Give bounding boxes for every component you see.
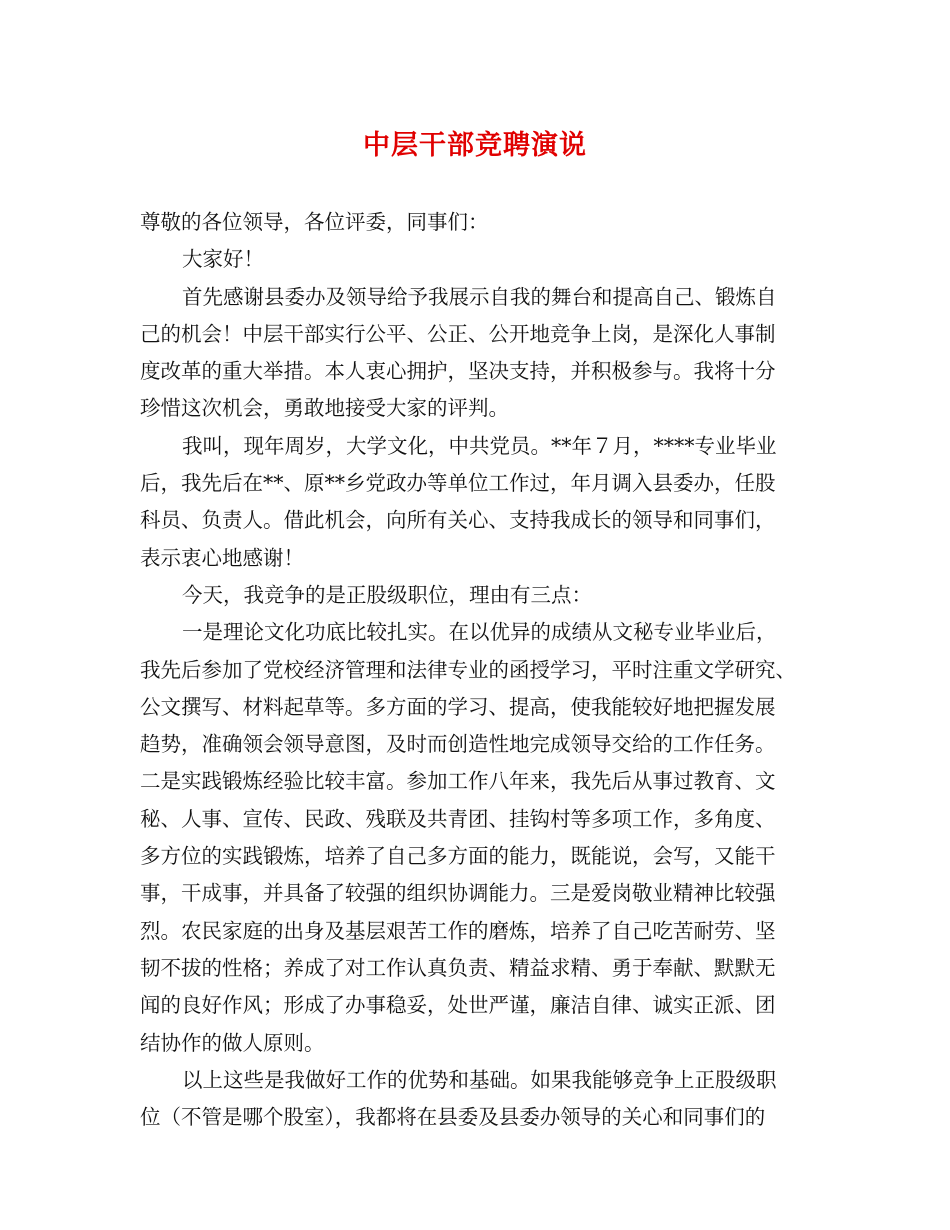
text-line: 闻的良好作风；形成了办事稳妥，处世严谨，廉洁自律、诚实正派、团 bbox=[140, 993, 776, 1018]
document-body bbox=[140, 204, 818, 1136]
paragraph-first-line: 一是理论文化功底比较扎实。在以优异的成绩从文秘专业毕业后， bbox=[182, 620, 777, 645]
text-line: 公文撰写、材料起草等。多方面的学习、提高，使我能较好地把握发展 bbox=[140, 694, 776, 719]
paragraph-first-line: 大家好！ bbox=[182, 247, 264, 272]
paragraph-first-line: 首先感谢县委办及领导给予我展示自我的舞台和提高自己、锻炼自 bbox=[182, 284, 777, 309]
text-line: 我先后参加了党校经济管理和法律专业的函授学习，平时注重文学研究、 bbox=[140, 657, 796, 682]
text-line: 表示衷心地感谢！ bbox=[140, 545, 304, 570]
text-line: 尊敬的各位领导，各位评委，同事们： bbox=[140, 210, 489, 234]
text-line: 位（不管是哪个股室），我都将在县委及县委办领导的关心和同事们的 bbox=[140, 1105, 766, 1130]
text-line: 烈。农民家庭的出身及基层艰苦工作的磨炼，培养了自己吃苦耐劳、坚 bbox=[140, 918, 776, 943]
text-line: 后，我先后在**、原**乡党政办等单位工作过，年月调入县委办，任股 bbox=[140, 471, 776, 496]
text-line: 事，干成事，并具备了较强的组织协调能力。三是爱岗敬业精神比较强 bbox=[140, 881, 776, 906]
text-line: 科员、负责人。借此机会，向所有关心、支持我成长的领导和同事们， bbox=[140, 508, 776, 533]
document-title: 中层干部竞聘演说 bbox=[363, 130, 587, 161]
text-line: 结协作的做人原则。 bbox=[140, 1030, 325, 1055]
paragraph-first-line: 我叫，现年周岁，大学文化，中共党员。**年７月，****专业毕业 bbox=[182, 433, 777, 458]
text-line: 度改革的重大举措。本人衷心拥护，坚决支持，并积极参与。我将十分 bbox=[140, 359, 776, 384]
text-line: 二是实践锻炼经验比较丰富。参加工作八年来，我先后从事过教育、文 bbox=[140, 769, 776, 794]
text-line: 多方位的实践锻炼，培养了自己多方面的能力，既能说，会写，又能干 bbox=[140, 844, 776, 869]
paragraph-first-line: 今天，我竞争的是正股级职位，理由有三点： bbox=[182, 582, 592, 607]
text-line: 珍惜这次机会，勇敢地接受大家的评判。 bbox=[140, 396, 509, 421]
text-line: 韧不拔的性格；养成了对工作认真负责、精益求精、勇于奉献、默默无 bbox=[140, 955, 776, 980]
text-line: 己的机会！中层干部实行公平、公正、公开地竞争上岗，是深化人事制 bbox=[140, 321, 776, 346]
text-line: 趋势，准确领会领导意图，及时而创造性地完成领导交给的工作任务。 bbox=[140, 732, 776, 757]
paragraph-first-line: 以上这些是我做好工作的优势和基础。如果我能够竞争上正股级职 bbox=[182, 1067, 777, 1092]
text-line: 秘、人事、宣传、民政、残联及共青团、挂钩村等多项工作，多角度、 bbox=[140, 806, 776, 831]
